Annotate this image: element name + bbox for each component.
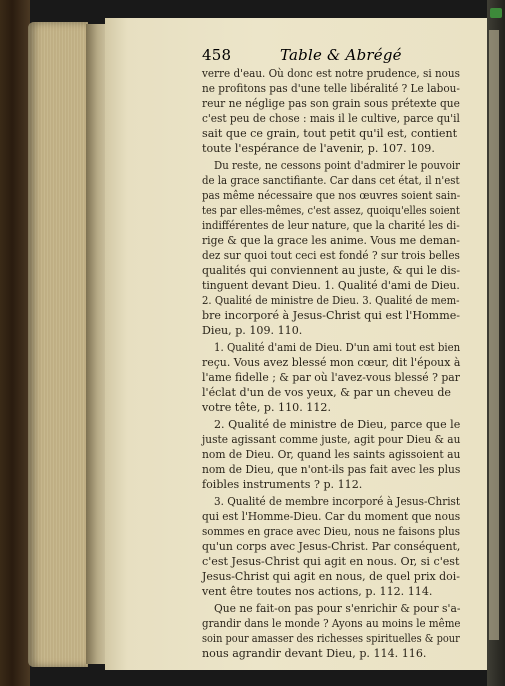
text-line: foibles instruments ? p. 112. [202, 478, 363, 491]
text-line: Du reste, ne cessons point d'admirer le pouvoir [214, 159, 461, 172]
text-line: grandir dans le monde ? Ayons au moins le même [202, 617, 461, 630]
text-line: sait que ce grain, tout petit qu'il est, contient [202, 127, 458, 140]
text-line: Que ne fait-on pas pour s'enrichir & pour s'a- [214, 602, 461, 615]
text-line: qualités qui conviennent au juste, & qui le dis- [202, 264, 461, 277]
text-line: juste agissant comme juste, agit pour Dieu & au [202, 433, 461, 446]
text-line: 2. Qualité de ministre de Dieu. 3. Qualité de mem- [202, 294, 460, 307]
text-line: qui est l'Homme-Dieu. Car du moment que nous [202, 510, 461, 523]
text-line: reçu. Vous avez blessé mon cœur, dit l'époux à [202, 356, 461, 369]
text-line: 3. Qualité de membre incorporé à Jesus-Christ [214, 495, 461, 508]
text-line: soin pour amasser des richesses spirituelles & pour [202, 632, 460, 645]
text-line: qu'un corps avec Jesus-Christ. Par conséquent, [202, 540, 461, 553]
text-line: Dieu, p. 109. 110. [202, 324, 303, 337]
text-line: vent être toutes nos actions, p. 112. 114. [202, 585, 433, 598]
running-header [202, 46, 460, 64]
text-line: indifférentes de leur nature, que la charité les di- [202, 219, 460, 232]
text-line: 1. Qualité d'ami de Dieu. D'un ami tout est bien [214, 341, 461, 354]
text-line: Jesus-Christ qui agit en nous, de quel prix doi- [202, 570, 461, 583]
text-line: l'ame fidelle ; & par où l'avez-vous blessé ? par [202, 371, 460, 384]
running-head-title: Table & Abrégé [280, 46, 402, 64]
text-line: ne profitons pas d'une telle libéralité ? Le labou- [202, 82, 460, 95]
text-line: tes par elles-mêmes, c'est assez, quoiqu'elles soient [202, 204, 460, 217]
text-line: c'est peu de chose : mais il le cultive, parce qu'il [202, 112, 460, 125]
text-line: toute l'espérance de l'avenir, p. 107. 109. [202, 142, 435, 155]
text-line: verre d'eau. Où donc est notre prudence, si nous [202, 67, 460, 80]
page-number: 458 [202, 46, 232, 64]
text-line: votre tête, p. 110. 112. [202, 401, 331, 414]
text-line: l'éclat d'un de vos yeux, & par un cheveu de [202, 386, 451, 399]
text-line: c'est Jesus-Christ qui agit en nous. Or, si c'est [202, 555, 460, 568]
text-line: tinguent devant Dieu. 1. Qualité d'ami de Dieu. [202, 279, 460, 292]
text-line: de la grace sanctifiante. Car dans cet état, il n'est [202, 174, 460, 187]
text-line: rige & que la grace les anime. Vous me deman- [202, 234, 460, 247]
text-line: reur ne néglige pas son grain sous prétexte que [202, 97, 460, 110]
facing-page-sliver [489, 30, 499, 640]
text-line: 2. Qualité de ministre de Dieu, parce que le [214, 418, 461, 431]
text-line: nous agrandir devant Dieu, p. 114. 116. [202, 647, 427, 660]
text-line: nom de Dieu. Or, quand les saints agissoient au [202, 448, 461, 461]
text-line: dez sur quoi tout ceci est fondé ? sur trois belles [202, 249, 460, 262]
page-edges [28, 22, 88, 667]
text-line: pas même nécessaire que nos œuvres soient sain- [202, 189, 461, 202]
bookmark-tab [490, 8, 502, 18]
text-line: bre incorporé à Jesus-Christ qui est l'Homme- [202, 309, 461, 322]
text-line: nom de Dieu, que n'ont-ils pas fait avec les plus [202, 463, 461, 476]
text-line: sommes en grace avec Dieu, nous ne faisons plus [202, 525, 461, 538]
book-cover-edge [0, 0, 30, 686]
